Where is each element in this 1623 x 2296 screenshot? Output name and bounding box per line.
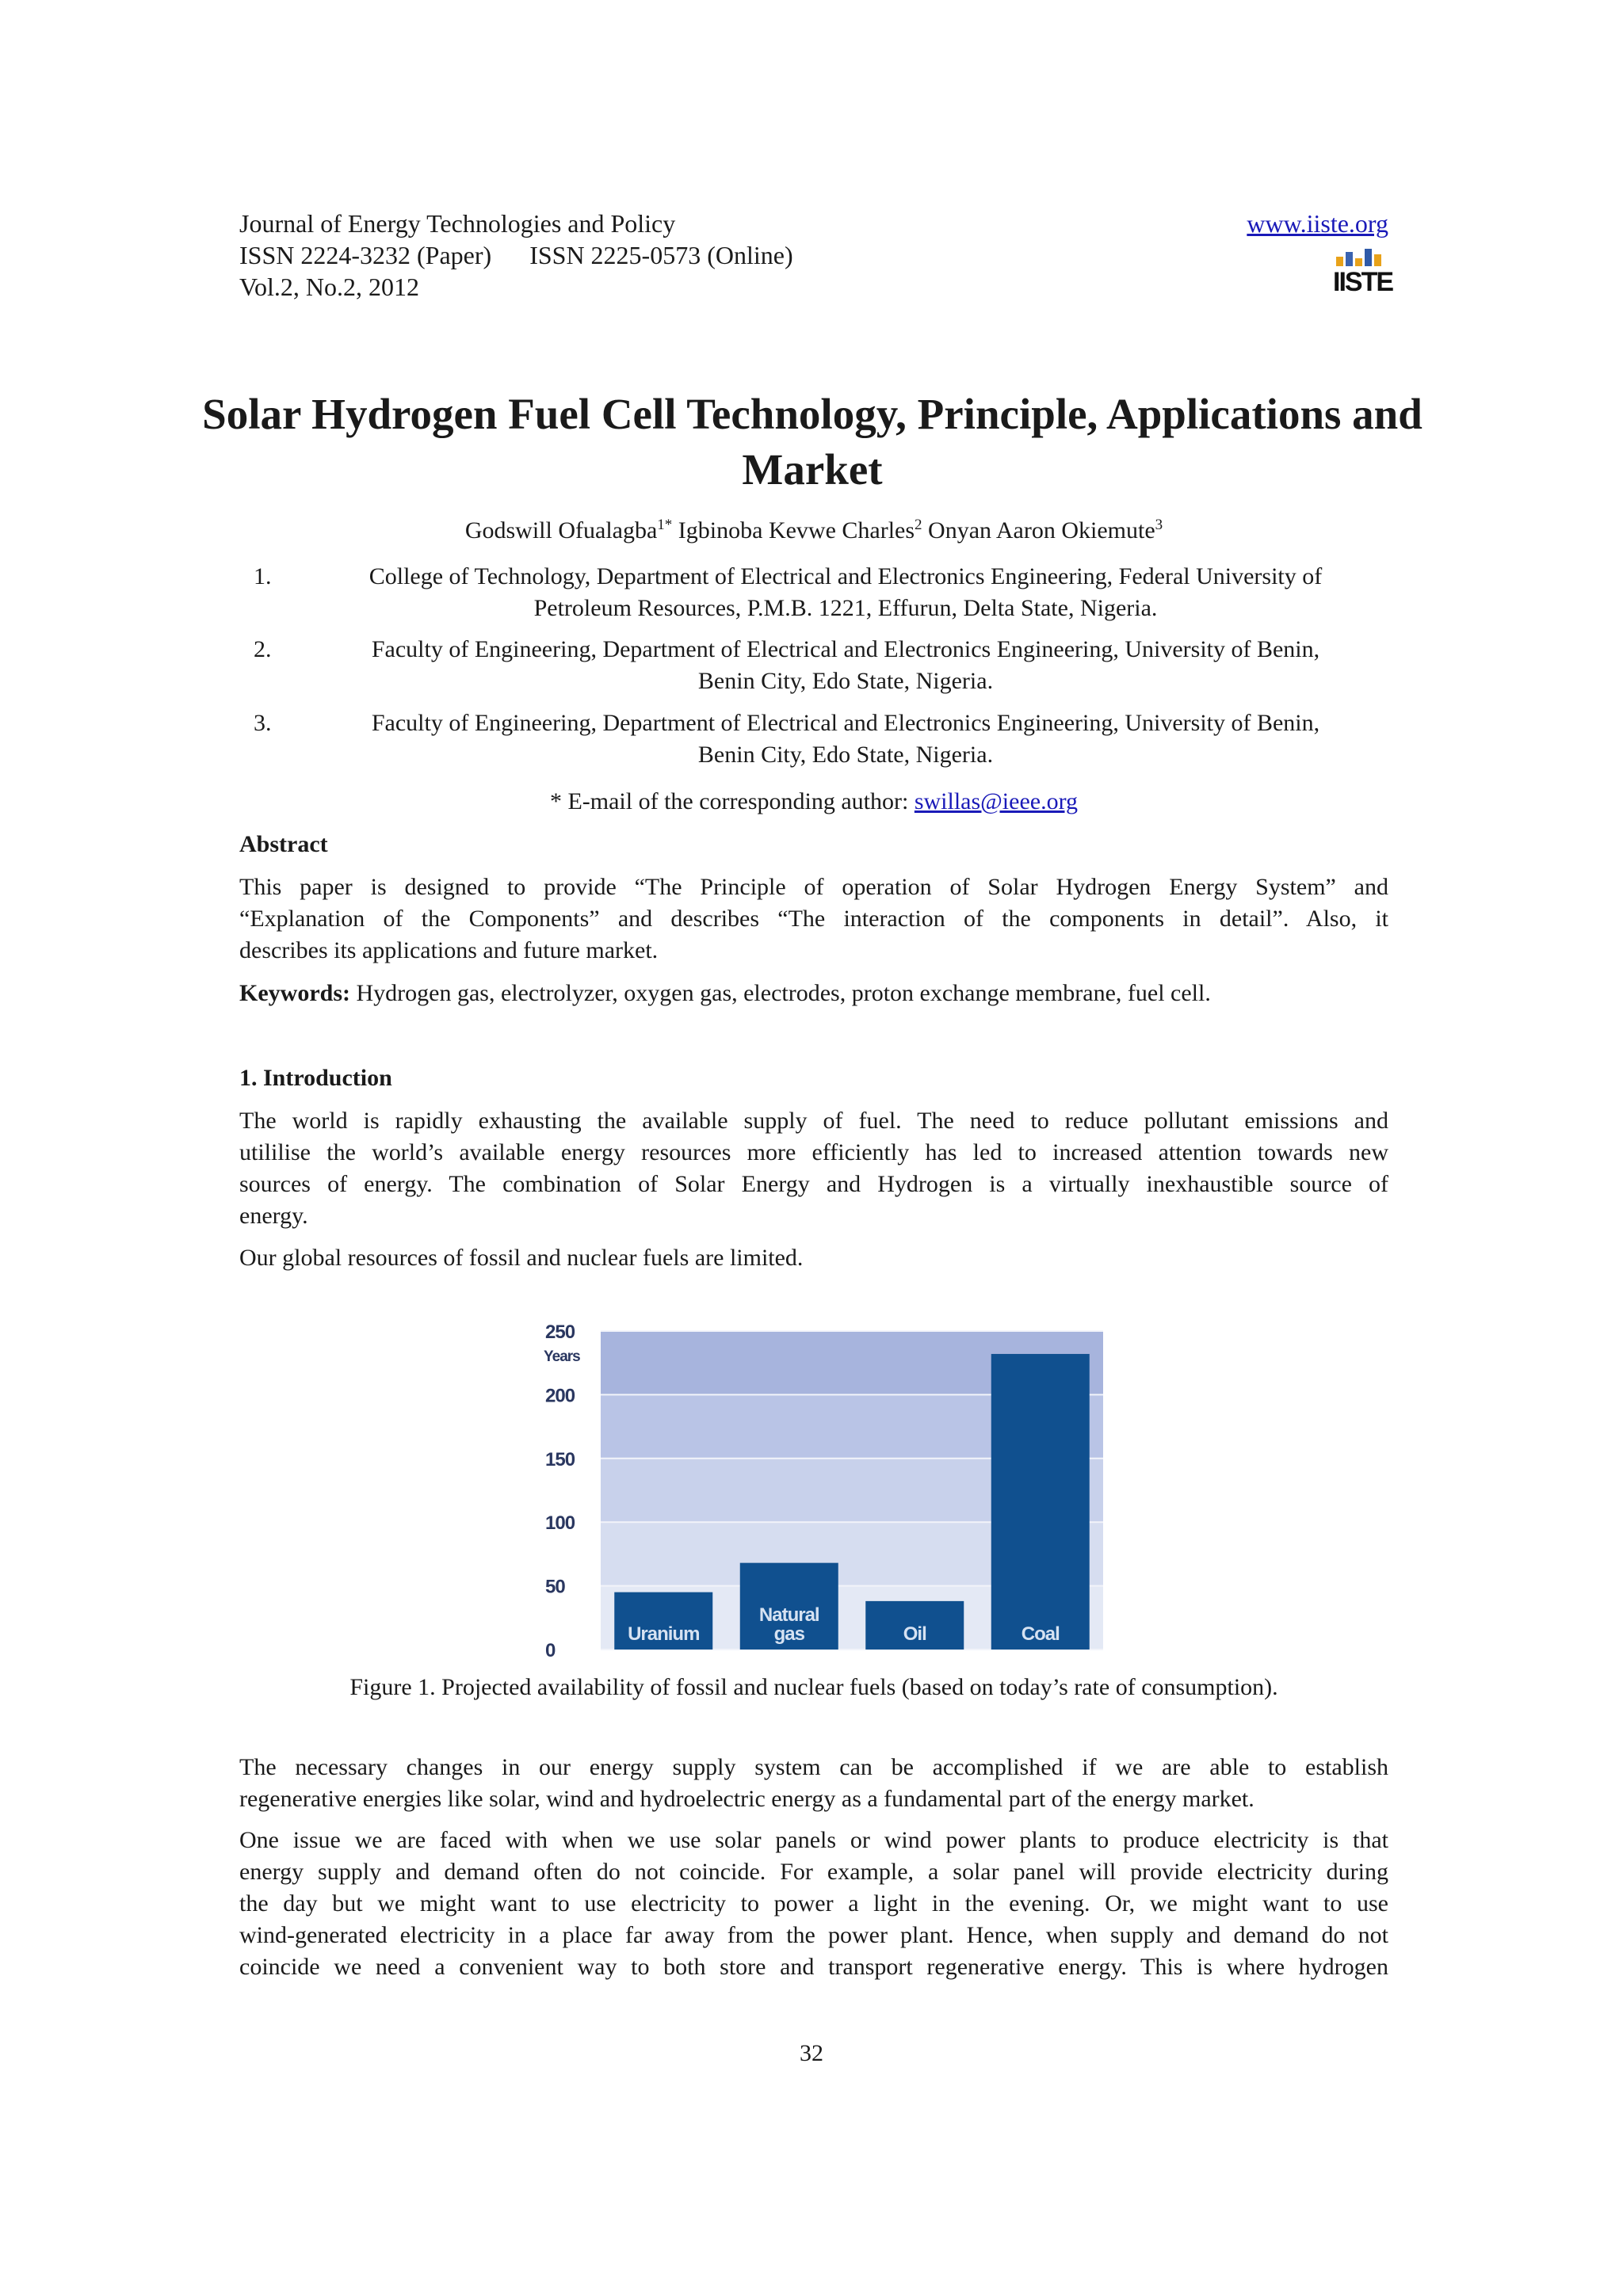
keywords-label: Keywords: [239, 980, 350, 1006]
paper-title: Solar Hydrogen Fuel Cell Technology, Principle, Applications and Market [202, 390, 1423, 494]
bar-category-label: Uranium [628, 1623, 700, 1645]
keywords [239, 978, 1388, 1009]
text-line: Our global resources of fossil and nuclear fuels are limited. [239, 1245, 804, 1271]
author-name: Onyan Aaron Okiemute [928, 517, 1155, 543]
text-line: describes its applications and future market. [239, 937, 659, 963]
volume-info: Vol.2, No.2, 2012 [239, 273, 419, 301]
abstract-text [239, 871, 1388, 967]
text-line: The necessary changes in our energy supply system can be accomplished if we are able to establish [239, 1754, 1388, 1780]
bar-category-label: gas [773, 1623, 804, 1645]
text-line: coincide we need a convenient way to both store and transport regenerative energy. This is where hydrogen [239, 1954, 1388, 1980]
logo-bars [1336, 249, 1385, 266]
affiliation-text [303, 707, 1388, 771]
page-number: 32 [800, 2040, 823, 2066]
corresponding-email [239, 786, 1388, 818]
bar-category-label: Oil [903, 1623, 926, 1645]
y-tick-label: 100 [545, 1512, 575, 1535]
email-label: * E-mail of the corresponding author: [549, 788, 909, 814]
text-line: The world is rapidly exhausting the available supply of fuel. The need to reduce pollutant emissions and [239, 1108, 1388, 1134]
affiliation-number: 3. [254, 710, 272, 736]
figure-1-chart [539, 1317, 1125, 1657]
logo-wordmark: IISTE [1333, 267, 1393, 297]
author-sup: 1* [657, 517, 673, 533]
author-sup: 2 [915, 517, 922, 533]
y-tick-label: 50 [545, 1576, 565, 1598]
email-link[interactable]: swillas@ieee.org [914, 788, 1079, 814]
text-line: energy. [239, 1203, 308, 1229]
figure-caption: Figure 1. Projected availability of fossil and nuclear fuels (based on today’s rate of consumption). [349, 1674, 1278, 1700]
affiliation-text [303, 634, 1388, 697]
text-line: the day but we might want to use electricity to power a light in the evening. Or, we might want to use [239, 1890, 1388, 1917]
intro-paragraph-2 [239, 1242, 1388, 1274]
affiliation-line: Faculty of Engineering, Department of Electrical and Electronics Engineering, University of Benin, [371, 710, 1320, 736]
text-line: “Explanation of the Components” and describes “The interaction of the components in detail”. Also, it [239, 906, 1388, 932]
keywords-text: Hydrogen gas, electrolyzer, oxygen gas, electrodes, proton exchange membrane, fuel cell. [356, 980, 1211, 1006]
journal-name: Journal of Energy Technologies and Policy [239, 209, 676, 238]
affiliation-line: Faculty of Engineering, Department of Electrical and Electronics Engineering, University of Benin, [371, 636, 1320, 662]
text-line: sources of energy. The combination of Solar Energy and Hydrogen is a virtually inexhaustible source of [239, 1171, 1388, 1197]
affiliation-number: 1. [254, 563, 272, 589]
y-tick-label: 0 [545, 1640, 556, 1657]
text-line: One issue we are faced with when we use solar panels or wind power plants to produce electricity is that [239, 1827, 1388, 1853]
author-sup: 3 [1155, 517, 1163, 533]
keywords-line [239, 978, 1388, 1009]
bar-category-label: Coal [1021, 1623, 1060, 1645]
affiliation-line: Petroleum Resources, P.M.B. 1221, Effurun, Delta State, Nigeria. [533, 595, 1158, 621]
y-tick-label: 150 [545, 1448, 575, 1470]
y-axis-label: Years [544, 1348, 580, 1365]
issn-online: ISSN 2225-0573 (Online) [529, 241, 793, 269]
intro-paragraph-1 [239, 1105, 1388, 1232]
issn-paper: ISSN 2224-3232 (Paper) [239, 241, 492, 269]
author-name: Godswill Ofualagba [464, 517, 658, 543]
y-tick-label: 200 [545, 1385, 575, 1407]
abstract-heading: Abstract [239, 831, 328, 857]
author-name: Igbinoba Kevwe Charles [678, 517, 915, 543]
body-paragraph-4 [239, 1825, 1388, 1983]
affiliation-text [303, 561, 1388, 624]
journal-header [239, 208, 1393, 303]
website-link[interactable]: www.iiste.org [1247, 209, 1388, 238]
introduction-heading: 1. Introduction [239, 1065, 392, 1091]
affiliation-line: Benin City, Edo State, Nigeria. [697, 742, 994, 768]
bar-coal [991, 1354, 1090, 1650]
author-list [239, 515, 1388, 547]
affiliation-number: 2. [254, 636, 272, 662]
text-line: energy supply and demand often do not coincide. For example, a solar panel will provide electricity during [239, 1859, 1388, 1885]
body-paragraph-3 [239, 1752, 1388, 1815]
bar-category-label: Natural [758, 1604, 819, 1626]
issn-line [239, 239, 1388, 271]
affiliation-line: College of Technology, Department of Electrical and Electronics Engineering, Federal University of [369, 563, 1323, 589]
text-line: utililise the world’s available energy resources more efficiently has led to increased attention towards new [239, 1139, 1388, 1165]
text-line: This paper is designed to provide “The Principle of operation of Solar Hydrogen Energy System” and [239, 874, 1388, 900]
iiste-logo [1333, 249, 1393, 303]
bar-chart-svg [539, 1317, 1125, 1657]
affiliation-line: Benin City, Edo State, Nigeria. [697, 668, 994, 694]
text-line: regenerative energies like solar, wind and hydroelectric energy as a fundamental part of the energy market. [239, 1786, 1254, 1812]
y-tick-label: 250 [545, 1322, 575, 1343]
text-line: wind-generated electricity in a place far away from the power plant. Hence, when supply and demand do not [239, 1922, 1388, 1948]
